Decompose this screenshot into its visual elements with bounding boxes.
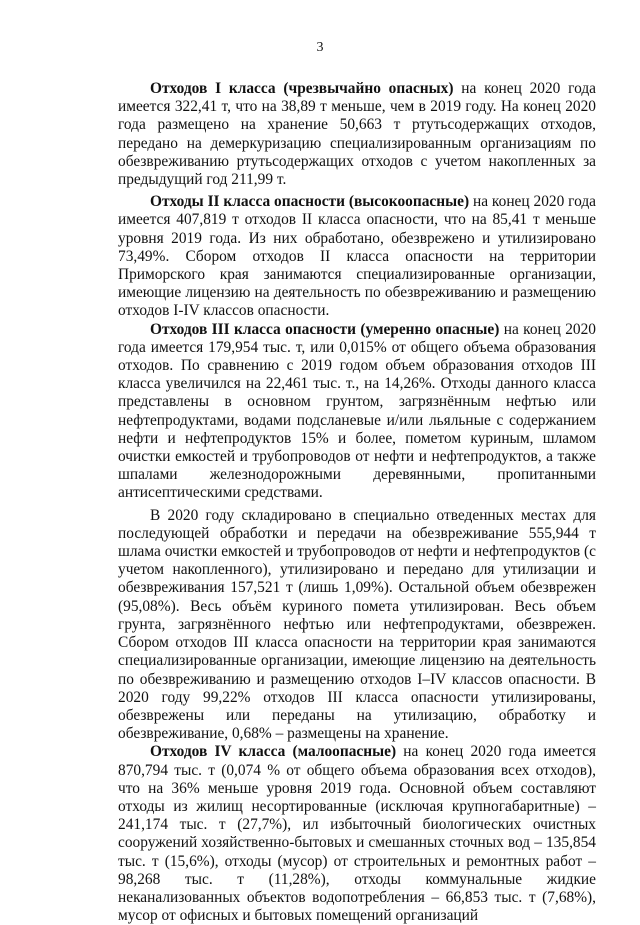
page-number: 3 [316, 40, 324, 55]
paragraph-heading: Отходов III класса опасности (умеренно опасные) [150, 320, 500, 338]
paragraph-class-3 [118, 321, 596, 503]
paragraph-text: В 2020 году складировано в специально отведенных местах для последующей обработки и передачи на обезвреживание 555,944 т шлама очистки емкостей и трубопроводов от нефти и нефтепродуктов (с учетом накопленного), утилизировано и передано для утилизации и обезвреживания 157,521 т (лишь 1,09%). Остальной объем обезврежен (95,08%). Весь объём куриного помета утилизирован. Весь объем грунта, загрязнённого нефтью или нефтепродуктами, обезврежен. Сбором отходов III класса опасности на территории края занимаются специализированные организации, имеющие лицензию на деятельность по обезвреживанию и размещению отходов I–IV классов опасности. В 2020 году 99,22% отходов III класса опасности утилизированы, обезврежены или переданы на утилизацию, обработку и обезвреживание, 0,68% – размещены на хранение. [118, 506, 596, 743]
paragraph-class-1 [118, 80, 596, 189]
paragraph-class-3-disposal [118, 507, 596, 744]
paragraph-class-2 [118, 193, 596, 320]
paragraph-text: на конец 2020 года имеется 322,41 т, что на 38,89 т меньше, чем в 2019 году. На конец 2020 года размещено на хранение 50,663 т ртутьсодержащих отходов, передано на демеркуризацию специализированным организациям по обезвреживанию ртутьсодержащих отходов с учетом накопленных за предыдущий год 211,99 т. [118, 80, 597, 189]
paragraph-text: на конец 2020 года имеется 179,954 тыс. т, или 0,015% от общего объема образования отходов. По сравнению с 2019 годом объем образования отходов III класса увеличился на 22,461 тыс. т., на 14,26%. Отходы данного класса представлены в основном грунтом, загрязнённым нефтью или нефтепродуктами, водами подсланевые и/или льяльные с содержанием нефти и нефтепродуктов 15% и более, пометом куриным, шламом очистки емкостей и трубопроводов от нефти и нефтепродуктов, а также шпалами железнодорожными деревянными, пропитанными антисептическими средствами. [118, 320, 596, 502]
paragraph-heading: Отходов IV класса (малоопасные) [150, 743, 397, 761]
paragraph-text: на конец 2020 года имеется 870,794 тыс. т (0,074 % от общего объема образования всех отходов), что на 36% меньше уровня 2019 года. Основной объем составляют отходы из жилищ несортированные (исключая крупногабаритные) – 241,174 тыс. т (27,7%), ил избыточный биологических очистных сооружений хозяйственно-бытовых и смешанных сточных вод – 135,854 тыс. т (15,6%), отходы (мусор) от строительных и ремонтных работ – 98,268 тыс. т (11,28%), отходы коммунальные жидкие неканализованных объектов водопотребления – 66,853 тыс. т (7,68%), мусор от офисных и бытовых помещений организаций [118, 743, 596, 925]
document-body [118, 80, 596, 925]
paragraph-heading: Отходы II класса опасности (высокоопасные) [150, 193, 470, 211]
paragraph-class-4 [118, 743, 596, 925]
paragraph-text: на конец 2020 года имеется 407,819 т отходов II класса опасности, что на 85,41 т меньше уровня 2019 года. Из них обработано, обезврежено и утилизировано 73,49%. Сбором отходов II класса опасности на территории Приморского края занимаются специализированные организации, имеющие лицензию на деятельность по обезвреживанию и размещению отходов I-IV классов опасности. [118, 193, 596, 320]
paragraph-heading: Отходов I класса (чрезвычайно опасных) [150, 80, 454, 97]
